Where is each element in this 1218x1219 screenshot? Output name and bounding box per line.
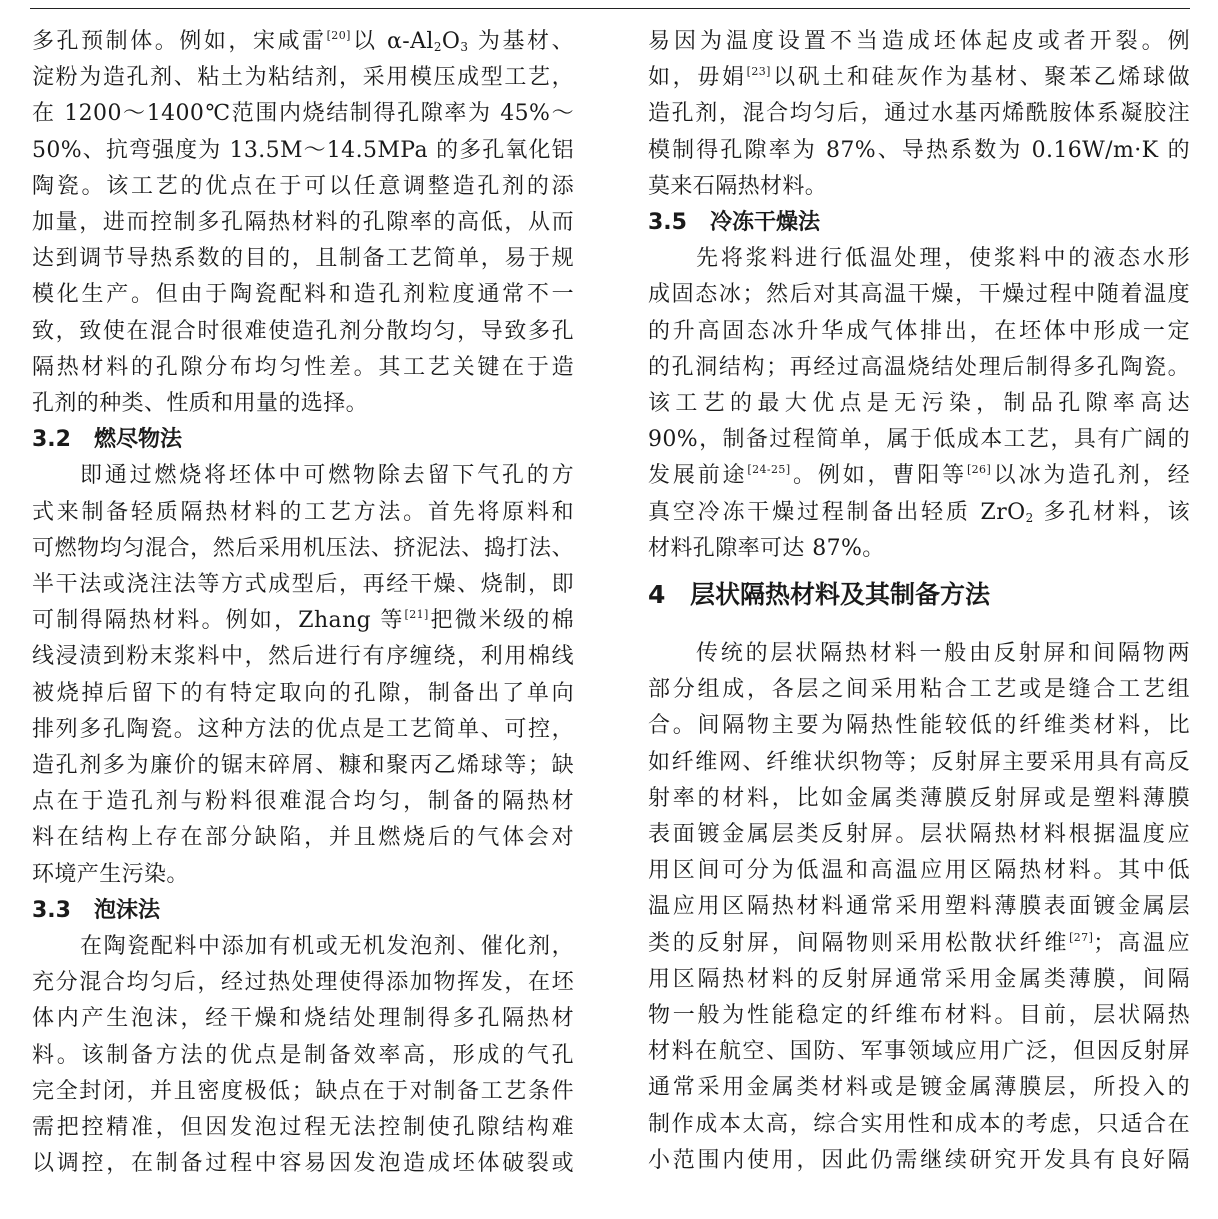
text-line: 线浸渍到粉末浆料中，然后进行有序缠绕，利用棉线 <box>32 644 574 670</box>
text-line: 发展前途[24-25]。例如，曹阳等[26]以冰为造孔剂，经 <box>648 463 1190 489</box>
text-line: 式来制备轻质隔热材料的工艺方法。首先将原料和 <box>32 499 574 525</box>
text-line: 易因为温度设置不当造成坯体起皮或者开裂。例 <box>648 29 1190 54</box>
section-title: 层状隔热材料及其制备方法 <box>690 580 991 610</box>
text-line: 料。该制备方法的优点是制备效率高，形成的气孔 <box>32 1042 574 1068</box>
text-line: 先将浆料进行低温处理，使浆料中的液态水形 <box>696 246 1190 272</box>
text-line: 在 1200～1400℃范围内烧结制得孔隙率为 45%～ <box>32 101 574 127</box>
text-line: 料在结构上存在部分缺陷，并且燃烧后的气体会对 <box>32 825 574 851</box>
text-line: 以调控，在制备过程中容易因发泡造成坯体破裂或 <box>32 1151 574 1177</box>
text-line: 制作成本太高，综合实用性和成本的考虑，只适合在 <box>648 1111 1190 1137</box>
text-line: 达到调节导热系数的目的，且制备工艺简单，易于规 <box>32 246 574 272</box>
text-line: 小范围内使用，因此仍需继续研究开发具有良好隔 <box>648 1147 1190 1173</box>
section-heading-3-2 <box>32 422 574 458</box>
paragraph-porous-preform <box>32 24 574 422</box>
text-line: 表面镀金属层类反射屏。层状隔热材料根据温度应 <box>648 822 1190 848</box>
paragraph-gel-casting <box>648 24 1190 205</box>
text-line: 模制得孔隙率为 87%、导热系数为 0.16W/m·K 的 <box>648 137 1190 163</box>
section-number: 4 <box>648 580 666 610</box>
text-line: 类的反射屏，间隔物则采用松散状纤维[27]；高温应 <box>648 930 1190 956</box>
text-line: 可燃物均匀混合，然后采用机压法、挤泥法、捣打法、 <box>32 535 574 561</box>
text-line: 多孔预制体。例如，宋咸雷[20]以 $\alpha-Al_2O_3$ 为基材、 <box>32 29 574 54</box>
section-title: 燃尽物法 <box>94 427 183 453</box>
text-line: 的孔洞结构；再经过高温烧结处理后制得多孔陶瓷。 <box>648 354 1190 380</box>
text-line: 莫来石隔热材料。 <box>648 173 828 199</box>
text-line: 合。间隔物主要为隔热性能较低的纤维类材料，比 <box>648 713 1190 739</box>
text-line: 被烧掉后留下的有特定取向的孔隙，制备出了单向 <box>32 680 574 706</box>
text-line: 造孔剂，混合均匀后，通过水基丙烯酰胺体系凝胶注 <box>648 101 1190 127</box>
text-line: 需把控精准，但因发泡过程无法控制使孔隙结构难 <box>32 1115 574 1141</box>
text-line: 物一般为性能稳定的纤维布材料。目前，层状隔热 <box>648 1003 1190 1029</box>
text-line: 排列多孔陶瓷。这种方法的优点是工艺简单、可控， <box>32 716 574 742</box>
text-line: 90%，制备过程简单，属于低成本工艺，具有广阔的 <box>648 427 1190 453</box>
text-line: 温应用区隔热材料通常采用塑料薄膜表面镀金属层 <box>648 894 1190 920</box>
text-line: 如，毋娟[23]以矾土和硅灰作为基材、聚苯乙烯球做 <box>648 65 1190 91</box>
text-line: 致，致使在混合时很难使造孔剂分散均匀，导致多孔 <box>32 318 574 344</box>
top-rule <box>30 8 1190 9</box>
paragraph-foam-method <box>32 929 574 1182</box>
text-line: 模化生产。但由于陶瓷配料和造孔剂粒度通常不一 <box>32 282 574 308</box>
text-line: 的升高固态冰升华成气体排出，在坯体中形成一定 <box>648 318 1190 344</box>
text-line: 通常采用金属类材料或是镀金属薄膜层，所投入的 <box>648 1075 1190 1101</box>
section-number: 3.3 <box>32 897 71 923</box>
text-line: 点在于造孔剂与粉料很难混合均匀，制备的隔热材 <box>32 789 574 815</box>
section-title: 泡沫法 <box>94 897 161 923</box>
text-line: 半干法或浇注法等方式成型后，再经干燥、烧制，即 <box>32 572 574 598</box>
paragraph-burnout-method <box>32 458 574 892</box>
text-line: 该工艺的最大优点是无污染，制品孔隙率高达 <box>648 391 1190 417</box>
section-number: 3.5 <box>648 210 687 236</box>
section-heading-4 <box>648 577 1190 613</box>
text-line: 即通过燃烧将坯体中可燃物除去留下气孔的方 <box>80 463 574 489</box>
text-line: 陶瓷。该工艺的优点在于可以任意调整造孔剂的添 <box>32 173 574 199</box>
text-line: 传统的层状隔热材料一般由反射屏和间隔物两 <box>696 641 1190 667</box>
text-line: 射率的材料，比如金属类薄膜反射屏或是塑料薄膜 <box>648 785 1190 811</box>
text-line: 材料在航空、国防、军事领域应用广泛，但因反射屏 <box>648 1039 1190 1065</box>
text-line: 真空冷冻干燥过程制备出轻质 ZrO$_2$ 多孔材料，该 <box>648 499 1191 525</box>
text-line: 部分组成，各层之间采用粘合工艺或是缝合工艺组 <box>648 677 1190 703</box>
text-line: 可制得隔热材料。例如，Zhang 等[21]把微米级的棉 <box>32 608 574 634</box>
text-line: 材料孔隙率可达 87%。 <box>648 535 885 561</box>
section-heading-3-5 <box>648 205 1190 241</box>
text-line: 用区间可分为低温和高温应用区隔热材料。其中低 <box>648 858 1190 884</box>
section-title: 冷冻干燥法 <box>710 210 821 236</box>
text-line: 充分混合均匀后，经过热处理使得添加物挥发，在坯 <box>32 970 574 996</box>
paragraph-freeze-drying <box>648 241 1190 567</box>
text-line: 环境产生污染。 <box>32 861 189 887</box>
paragraph-layered-insulation <box>648 636 1190 1179</box>
text-line: 体内产生泡沫，经干燥和烧结处理制得多孔隔热材 <box>32 1006 574 1032</box>
section-heading-3-3 <box>32 893 574 929</box>
text-line: 完全封闭，并且密度极低；缺点在于对制备工艺条件 <box>32 1078 574 1104</box>
text-line: 隔热材料的孔隙分布均匀性差。其工艺关键在于造 <box>32 354 574 380</box>
right-column <box>648 24 1190 1179</box>
text-line: 加量，进而控制多孔隔热材料的孔隙率的高低，从而 <box>32 210 574 236</box>
text-line: 造孔剂多为廉价的锯末碎屑、糠和聚丙乙烯球等；缺 <box>32 753 574 779</box>
text-line: 在陶瓷配料中添加有机或无机发泡剂、催化剂， <box>80 934 574 960</box>
text-line: 成固态冰；然后对其高温干燥，干燥过程中随着温度 <box>648 282 1190 308</box>
text-line: 用区隔热材料的反射屏通常采用金属类薄膜，间隔 <box>648 966 1190 992</box>
section-number: 3.2 <box>32 427 71 453</box>
text-line: 孔剂的种类、性质和用量的选择。 <box>32 391 369 417</box>
text-line: 淀粉为造孔剂、粘土为粘结剂，采用模压成型工艺， <box>32 65 574 91</box>
text-line: 50%、抗弯强度为 13.5M～14.5MPa 的多孔氧化铝 <box>32 137 574 163</box>
left-column <box>32 24 574 1183</box>
text-line: 如纤维网、纤维状织物等；反射屏主要采用具有高反 <box>648 749 1190 775</box>
